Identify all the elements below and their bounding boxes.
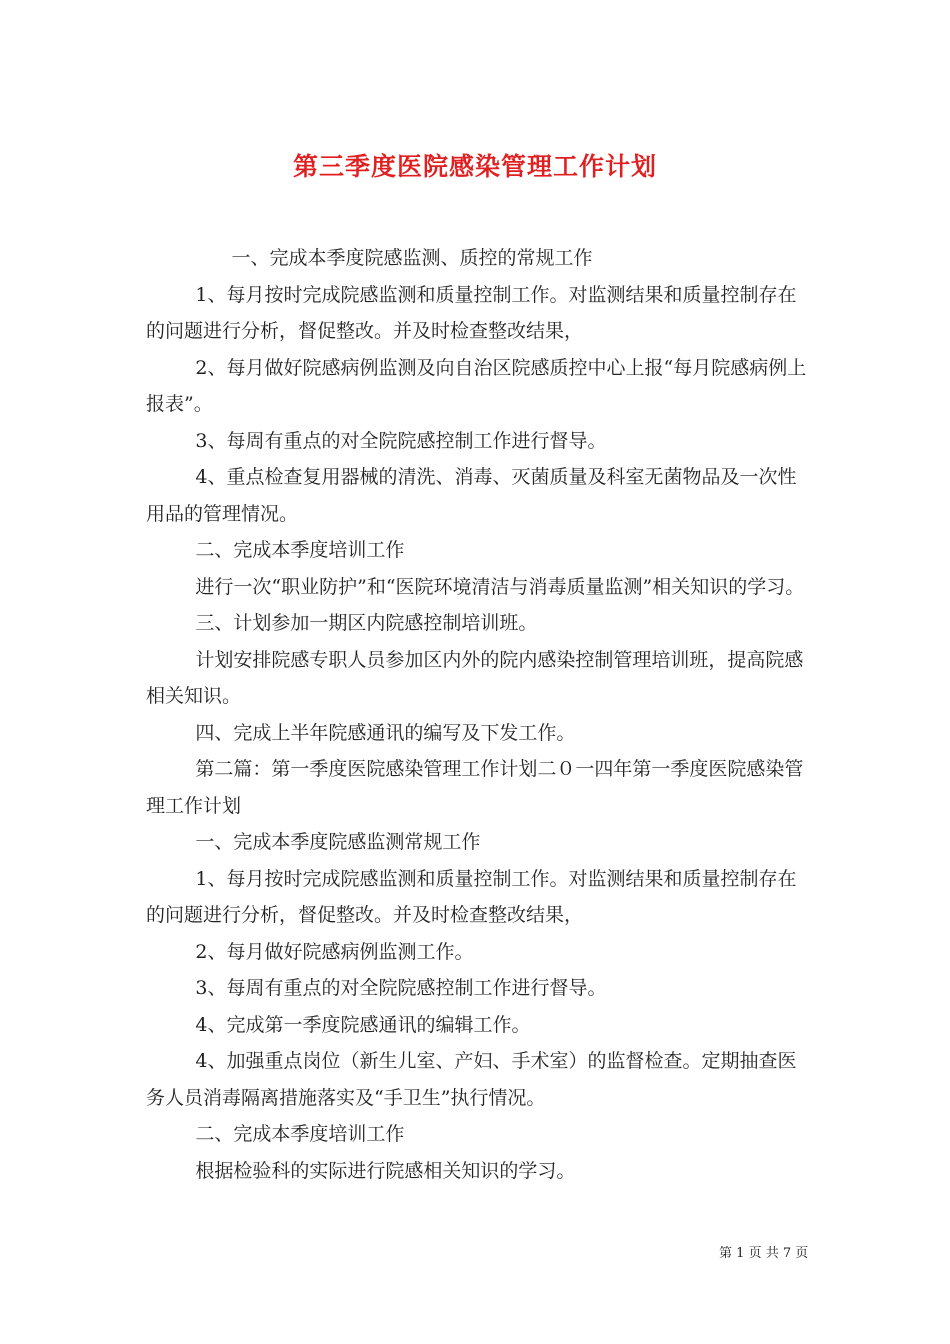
paragraph: 根据检验科的实际进行院感相关知识的学习。 bbox=[195, 1159, 576, 1182]
paragraph: 1、每月按时完成院感监测和质量控制工作。对监测结果和质量控制存在的问题进行分析，督促整改。并及时检查整改结果， bbox=[146, 867, 797, 926]
paragraph: 3、每周有重点的对全院院感控制工作进行督导。 bbox=[195, 977, 607, 999]
section-heading: 一、完成本季度院感监测常规工作 bbox=[195, 831, 481, 853]
paragraph: 2、每月做好院感病例监测及向自治区院感质控中心上报“每月院感病例上报表”。 bbox=[146, 356, 807, 415]
footer-total-pages: 7 bbox=[782, 1246, 792, 1261]
footer-prefix: 第 bbox=[719, 1246, 733, 1261]
paragraph: 计划安排院感专职人员参加区内外的院内感染控制管理培训班，提高院感相关知识。 bbox=[146, 648, 804, 707]
section-heading: 二、完成本季度培训工作 bbox=[195, 539, 405, 561]
paragraph: 1、每月按时完成院感监测和质量控制工作。对监测结果和质量控制存在的问题进行分析，督促整改。并及时检查整改结果， bbox=[146, 283, 797, 342]
section-heading: 一、完成本季度院感监测、质控的常规工作 bbox=[231, 247, 593, 269]
paragraph: 4、加强重点岗位（新生儿室、产妇、手术室）的监督检查。定期抽查医务人员消毒隔离措施落实及“手卫生”执行情况。 bbox=[146, 1050, 797, 1109]
paragraph: 4、完成第一季度院感通讯的编辑工作。 bbox=[195, 1013, 531, 1036]
paragraph: 2、每月做好院感病例监测工作。 bbox=[195, 940, 474, 963]
paragraph: 进行一次“职业防护”和“医院环境清洁与消毒质量监测”相关知识的学习。 bbox=[195, 575, 805, 598]
document-title: 第三季度医院感染管理工作计划 bbox=[292, 151, 657, 181]
page-footer bbox=[719, 1245, 808, 1263]
paragraph: 第二篇：第一季度医院感染管理工作计划二０一四年第一季度医院感染管理工作计划 bbox=[146, 758, 804, 817]
footer-middle: 页 共 bbox=[748, 1246, 779, 1261]
paragraph: 4、重点检查复用器械的清洗、消毒、灭菌质量及科室无菌物品及一次性用品的管理情况。 bbox=[146, 466, 797, 525]
footer-suffix: 页 bbox=[795, 1246, 809, 1261]
footer-page-number: 1 bbox=[736, 1246, 745, 1261]
section-heading: 四、完成上半年院感通讯的编写及下发工作。 bbox=[195, 721, 576, 744]
document-body bbox=[146, 240, 810, 1189]
section-heading: 三、计划参加一期区内院感控制培训班。 bbox=[195, 612, 538, 634]
paragraph: 3、每周有重点的对全院院感控制工作进行督导。 bbox=[195, 429, 607, 452]
section-heading: 二、完成本季度培训工作 bbox=[195, 1123, 405, 1145]
